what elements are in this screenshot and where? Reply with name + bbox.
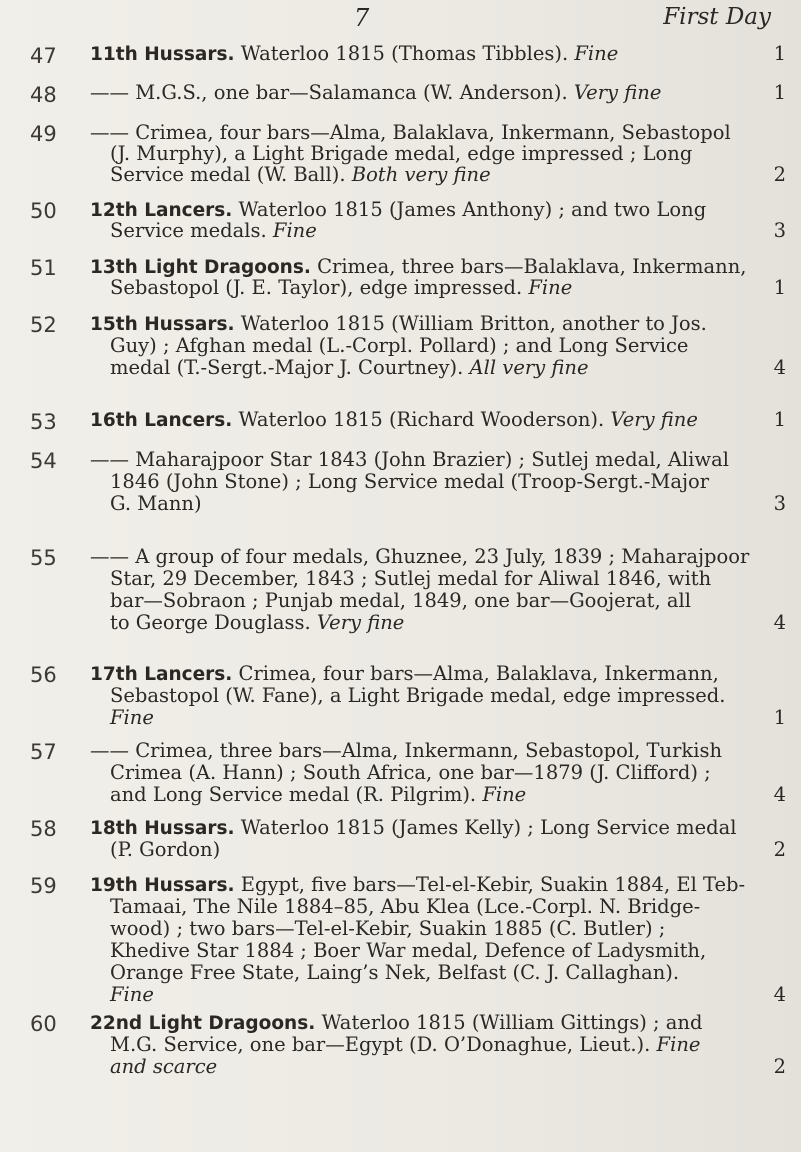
lot-text: Crimea, three bars—Balaklava, Inkermann, xyxy=(310,255,747,278)
lot-text: Waterloo 1815 (James Anthony) ; and two Long xyxy=(232,198,707,221)
lot-text: (P. Gordon) xyxy=(110,838,221,861)
description-line xyxy=(90,143,792,164)
medal-count: 3 xyxy=(773,219,786,242)
regiment-heading: 17th Lancers. xyxy=(90,664,233,685)
lot-text: M.G. Service, one bar—Egypt (D. O’Donaghue, Lieut.). xyxy=(110,1033,651,1056)
lot-text: Waterloo 1815 (Richard Wooderson). xyxy=(232,408,605,431)
medal-count: 1 xyxy=(773,408,786,431)
regiment-heading: 15th Hussars. xyxy=(90,314,235,335)
description-line xyxy=(90,918,792,940)
description-line xyxy=(90,471,792,493)
lot-text: Waterloo 1815 (William Britton, another to Jos. xyxy=(234,312,707,335)
description-line xyxy=(90,590,792,612)
medal-count: 1 xyxy=(773,706,786,729)
lot-text: and Long Service medal (R. Pilgrim). xyxy=(110,783,477,806)
description-line xyxy=(90,256,792,277)
description-line xyxy=(90,1012,792,1034)
description-line xyxy=(90,313,792,335)
condition-note: Fine xyxy=(568,42,619,65)
description-line xyxy=(90,1056,792,1078)
lot-description xyxy=(90,546,792,634)
description-line xyxy=(90,220,792,241)
regiment-heading: 13th Light Dragoons. xyxy=(90,257,311,278)
medal-count: 2 xyxy=(773,838,786,861)
lot-number: 48 xyxy=(30,83,57,107)
lot-text: Waterloo 1815 (Thomas Tibbles). xyxy=(234,42,569,65)
lot-text: Khedive Star 1884 ; Boer War medal, Defence of Ladysmith, xyxy=(110,939,707,962)
lot-description xyxy=(90,199,792,241)
lot-text: bar—Sobraon ; Punjab medal, 1849, one bar—Goojerat, all xyxy=(110,589,692,612)
condition-note: Fine xyxy=(110,983,154,1006)
lot-text: Guy) ; Afghan medal (L.-Corpl. Pollard) ; and Long Service xyxy=(110,334,689,357)
description-line xyxy=(90,740,792,762)
lot-description xyxy=(90,874,792,1006)
condition-note: Very fine xyxy=(567,81,662,104)
regiment-heading: 19th Hussars. xyxy=(90,875,235,896)
lot-text: Crimea, four bars—Alma, Balaklava, Inkermann, xyxy=(232,662,719,685)
lot-text: wood) ; two bars—Tel-el-Kebir, Suakin 1885 (C. Butler) ; xyxy=(110,917,666,940)
medal-count: 3 xyxy=(773,492,786,515)
description-line xyxy=(90,199,792,220)
lot-number: 57 xyxy=(30,740,57,764)
description-line xyxy=(90,663,792,685)
lot-text: Star, 29 December, 1843 ; Sutlej medal for Aliwal 1846, with xyxy=(110,567,712,590)
description-line xyxy=(90,1034,792,1056)
lot-text: —— Crimea, three bars—Alma, Inkermann, Sebastopol, Turkish xyxy=(90,739,723,762)
description-line xyxy=(90,817,792,839)
description-line xyxy=(90,335,792,357)
description-line xyxy=(90,784,792,806)
lot-number: 53 xyxy=(30,410,57,434)
lot-text: Sebastopol (W. Fane), a Light Brigade medal, edge impressed. xyxy=(110,684,726,707)
lot-number: 60 xyxy=(30,1012,57,1036)
regiment-heading: 16th Lancers. xyxy=(90,410,233,431)
lot-text: (J. Murphy), a Light Brigade medal, edge impressed ; Long xyxy=(110,142,693,165)
lot-number: 58 xyxy=(30,817,57,841)
lot-description xyxy=(90,740,792,806)
medal-count: 1 xyxy=(773,276,786,299)
description-line xyxy=(90,685,792,707)
description-line xyxy=(90,122,792,143)
lot-text: Sebastopol (J. E. Taylor), edge impressed. xyxy=(110,276,523,299)
description-line xyxy=(90,707,792,729)
lot-text: 1846 (John Stone) ; Long Service medal (Troop-Sergt.-Major xyxy=(110,470,710,493)
lot-description xyxy=(90,449,792,515)
lot-number: 51 xyxy=(30,256,57,280)
medal-count: 1 xyxy=(773,81,786,104)
medal-count: 2 xyxy=(773,1055,786,1078)
medal-count: 4 xyxy=(773,983,786,1006)
lot-number: 47 xyxy=(30,44,57,68)
lot-description xyxy=(90,256,792,298)
lot-text: —— M.G.S., one bar—Salamanca (W. Anderson). xyxy=(90,81,568,104)
lot-number: 52 xyxy=(30,313,57,337)
medal-count: 4 xyxy=(773,356,786,379)
description-line xyxy=(90,493,792,515)
lot-text: —— A group of four medals, Ghuznee, 23 July, 1839 ; Maharajpoor xyxy=(90,545,750,568)
lot-description xyxy=(90,410,792,430)
description-line xyxy=(90,277,792,298)
lot-number: 59 xyxy=(30,874,57,898)
condition-note: Both very fine xyxy=(345,163,491,186)
lot-description xyxy=(90,44,792,64)
description-line xyxy=(90,357,792,379)
medal-count: 2 xyxy=(773,163,786,186)
lot-number: 54 xyxy=(30,449,57,473)
lot-text: G. Mann) xyxy=(110,492,202,515)
lot-number: 56 xyxy=(30,663,57,687)
lot-text: Waterloo 1815 (William Gittings) ; and xyxy=(315,1011,703,1034)
description-line xyxy=(90,962,792,984)
regiment-heading: 11th Hussars. xyxy=(90,44,235,65)
description-line xyxy=(90,546,792,568)
condition-note: Fine xyxy=(522,276,573,299)
description-line xyxy=(90,839,792,861)
condition-note: and scarce xyxy=(110,1055,218,1078)
description-line xyxy=(90,896,792,918)
condition-note: Very fine xyxy=(310,611,405,634)
condition-note: Fine xyxy=(266,219,317,242)
description-line xyxy=(90,940,792,962)
description-line xyxy=(90,449,792,471)
description-line xyxy=(90,984,792,1006)
lot-description xyxy=(90,663,792,729)
description-line xyxy=(90,612,792,634)
lot-description xyxy=(90,313,792,379)
lot-description xyxy=(90,83,792,103)
description-line xyxy=(90,44,792,64)
lot-description xyxy=(90,122,792,185)
description-line xyxy=(90,164,792,185)
lot-number: 55 xyxy=(30,546,57,570)
regiment-heading: 22nd Light Dragoons. xyxy=(90,1013,316,1034)
lot-description xyxy=(90,1012,792,1078)
lot-text: Tamaai, The Nile 1884–85, Abu Klea (Lce.-Corpl. N. Bridge- xyxy=(110,895,701,918)
regiment-heading: 18th Hussars. xyxy=(90,818,235,839)
lot-number: 50 xyxy=(30,199,57,223)
description-line xyxy=(90,762,792,784)
lot-description xyxy=(90,817,792,861)
page-number: 7 xyxy=(354,4,370,32)
lot-text: Service medals. xyxy=(110,219,267,242)
condition-note: Fine xyxy=(476,783,527,806)
lot-text: —— Crimea, four bars—Alma, Balaklava, Inkermann, Sebastopol xyxy=(90,121,731,144)
lot-text: —— Maharajpoor Star 1843 (John Brazier) ; Sutlej medal, Aliwal xyxy=(90,448,729,471)
description-line xyxy=(90,874,792,896)
lot-text: Waterloo 1815 (James Kelly) ; Long Service medal xyxy=(234,816,737,839)
medal-count: 4 xyxy=(773,611,786,634)
page-header xyxy=(0,4,801,34)
regiment-heading: 12th Lancers. xyxy=(90,200,233,221)
description-line xyxy=(90,410,792,430)
condition-note: Fine xyxy=(650,1033,701,1056)
description-line xyxy=(90,568,792,590)
lot-number: 49 xyxy=(30,122,57,146)
lot-text: to George Douglass. xyxy=(110,611,311,634)
medal-count: 4 xyxy=(773,783,786,806)
lot-text: Service medal (W. Ball). xyxy=(110,163,346,186)
condition-note: Very fine xyxy=(604,408,698,431)
lot-text: Egypt, five bars—Tel-el-Kebir, Suakin 1884, El Teb- xyxy=(234,873,746,896)
lot-text: Crimea (A. Hann) ; South Africa, one bar—1879 (J. Clifford) ; xyxy=(110,761,711,784)
condition-note: All very fine xyxy=(463,356,589,379)
description-line xyxy=(90,83,792,103)
lot-text: medal (T.-Sergt.-Major J. Courtney). xyxy=(110,356,464,379)
condition-note: Fine xyxy=(110,706,154,729)
sale-day-title: First Day xyxy=(663,4,771,30)
lot-text: Orange Free State, Laing’s Nek, Belfast (C. J. Callaghan). xyxy=(110,961,680,984)
medal-count: 1 xyxy=(773,42,786,65)
